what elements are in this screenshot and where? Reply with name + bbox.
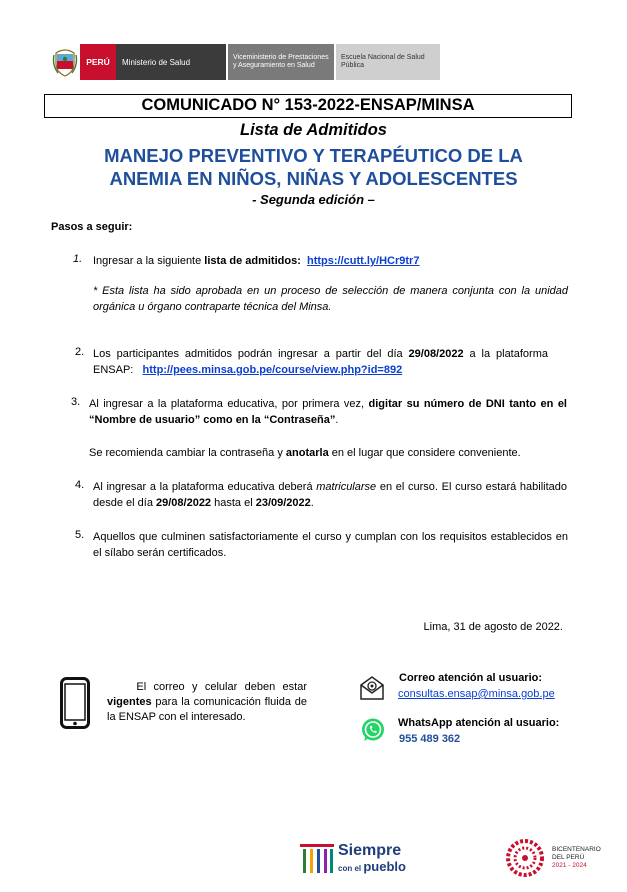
comunicado-title: COMUNICADO N° 153-2022-ENSAP/MINSA — [44, 94, 572, 118]
peru-badge: PERÚ — [80, 44, 116, 80]
course-title-line2: ANEMIA EN NIÑOS, NIÑAS Y ADOLESCENTES — [109, 168, 518, 189]
whatsapp-label: WhatsApp atención al usuario: — [398, 717, 560, 729]
steps-heading: Pasos a seguir: — [51, 221, 133, 233]
date-line: Lima, 31 de agosto de 2022. — [423, 621, 563, 633]
step-2-number: 2. — [75, 346, 85, 358]
step-1-number: 1. — [73, 253, 83, 265]
step-3-number: 3. — [71, 396, 81, 408]
email-icon — [358, 675, 386, 706]
step-5-number: 5. — [75, 529, 85, 541]
bicentenario-emblem-icon — [505, 838, 545, 883]
step-3-recommendation: Se recomienda cambiar la contraseña y anotarla en el lugar que considere conveniente. — [89, 447, 521, 459]
edition-label: - Segunda edición – — [252, 192, 375, 207]
admitidos-list-link[interactable]: https://cutt.ly/HCr9tr7 — [307, 255, 420, 267]
phone-icon — [60, 677, 90, 734]
ensap-course-link[interactable]: http://pees.minsa.gob.pe/course/view.php?id=892 — [142, 364, 403, 376]
siempre-logo-text: Siempre con el pueblo — [338, 842, 406, 874]
escuela-label: Escuela Nacional de Salud Pública — [336, 44, 440, 80]
step-4-number: 4. — [75, 479, 85, 491]
whatsapp-icon — [360, 717, 386, 748]
step-3-text: Al ingresar a la plataforma educativa, por primera vez, digitar su número de DNI tanto en el “Nombre de usuario” como en la “Contraseña”. — [89, 398, 567, 426]
step-5-text: Aquellos que culminen satisfactoriamente el curso y cumplan con los requisitos establecidos en el sílabo serán certificados. — [93, 531, 568, 559]
email-link[interactable]: consultas.ensap@minsa.gob.pe — [398, 688, 555, 700]
header-logo-strip — [50, 44, 440, 80]
step-2-text: Los participantes admitidos podrán ingresar a partir del día 29/08/2022 a la plataforma ENSAP: http://pees.minsa.gob.pe/course/view.php?id=892 — [93, 348, 548, 376]
step-4-text: Al ingresar a la plataforma educativa deberá matricularse en el curso. El curso estará habilitado desde el día 29/08/2022 hasta el 23/09/2022. — [93, 481, 567, 509]
step-1-text: Ingresar a la siguiente lista de admitidos: https://cutt.ly/HCr9tr7 — [93, 255, 420, 267]
coat-of-arms-icon — [50, 44, 80, 80]
email-label: Correo atención al usuario: — [399, 672, 543, 684]
whatsapp-number: 955 489 362 — [399, 733, 461, 745]
step-1-note: * Esta lista ha sido aprobada en un proceso de selección de manera conjunta con la unidad orgánica u órgano contraparte técnica del Minsa. — [93, 285, 568, 313]
contact-note: El correo y celular deben estar vigentes para la comunicación fluida de la ENSAP con el interesado. — [107, 681, 307, 723]
ministerio-label: Ministerio de Salud — [116, 44, 226, 80]
course-title-line1: MANEJO PREVENTIVO Y TERAPÉUTICO DE LA — [104, 145, 523, 166]
lista-title: Lista de Admitidos — [240, 121, 387, 139]
bicentenario-text: BICENTENARIO DEL PERÚ 2021 - 2024 — [552, 846, 601, 869]
siempre-logo-icon — [299, 840, 335, 881]
viceministerio-label: Viceministerio de Prestaciones y Aseguramiento en Salud — [228, 44, 334, 80]
course-title — [0, 144, 627, 190]
